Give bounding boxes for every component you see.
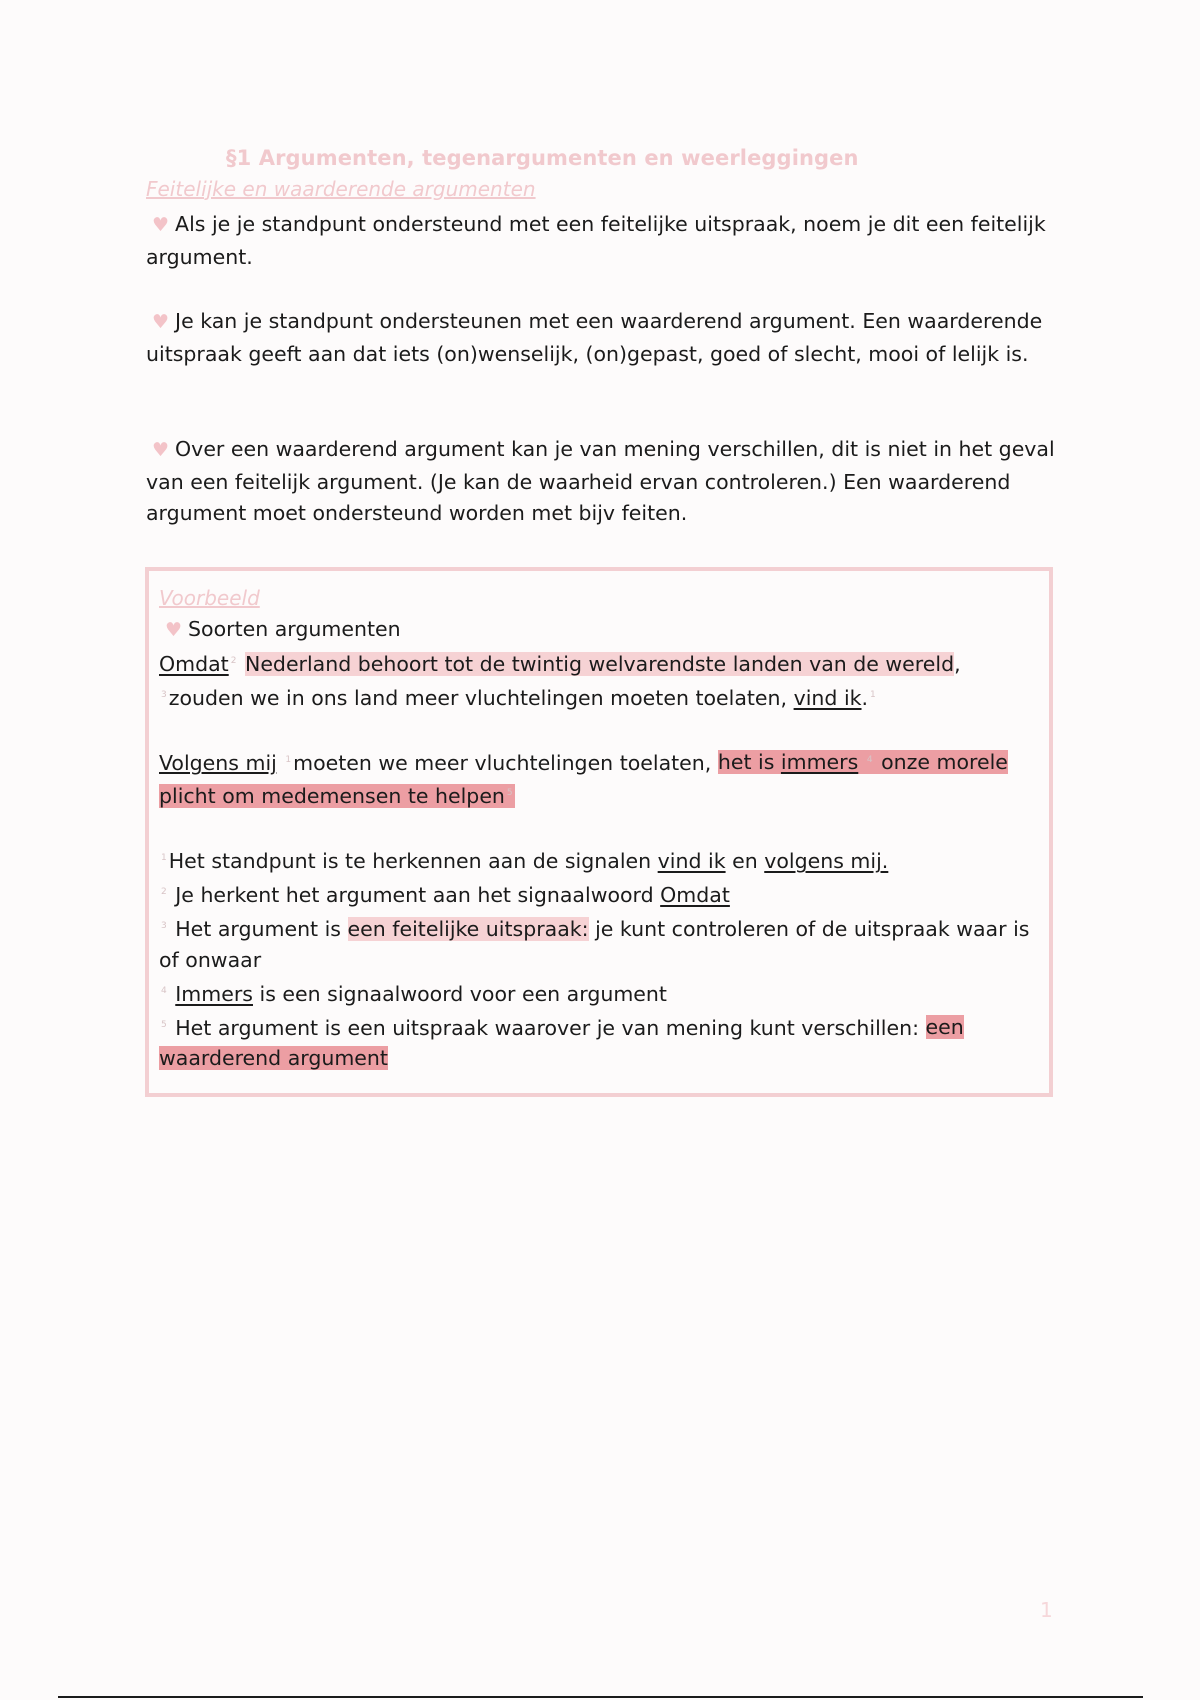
footnote-marker: 2 [230, 656, 237, 666]
note-5 [159, 1010, 1039, 1075]
sentence-2-rest: moeten we meer vluchtelingen toelaten, [293, 750, 712, 775]
bullet-text-1: Als je je standpunt ondersteund met een feitelijke uitspraak, noem je dit een feitelijk argument. [146, 212, 1046, 269]
section-subtitle: Feitelijke en waarderende argumenten [146, 177, 536, 201]
note-3 [159, 911, 1039, 976]
example-box [145, 567, 1053, 1097]
footnote-number: 5 [161, 1019, 167, 1030]
note-3-rest: je kunt controleren of de uitspraak waar is of onwaar [159, 916, 1030, 972]
bullet-paragraph-2 [146, 306, 1076, 370]
highlight-start: het is [717, 750, 775, 775]
note-4-text: is een signaalwoord voor een argument [259, 981, 667, 1006]
signal-word-vind-ik: vind ik [793, 685, 862, 710]
signal-word-volgens-mij: Volgens mij [159, 750, 277, 775]
heart-icon: ♥ [165, 619, 183, 641]
heart-icon: ♥ [152, 439, 170, 461]
note-1-text: Het standpunt is te herkennen aan de signalen [168, 849, 652, 874]
footnote-number: 3 [161, 920, 167, 931]
example-sentence-2 [159, 745, 1039, 813]
footnote-number: 4 [161, 985, 167, 996]
note-4 [159, 976, 1039, 1010]
footnote-number: 2 [161, 887, 167, 898]
note-4-signal: Immers [175, 981, 253, 1006]
note-2-text: Je herkent het argument aan het signaalwoord [175, 882, 654, 907]
footnote-marker: 1 [870, 689, 876, 700]
note-3-highlight: een feitelijke uitspraak: [347, 916, 589, 941]
footnote-marker: 5 [506, 788, 513, 799]
sentence-1-rest: zouden we in ons land meer vluchtelingen moeten toelaten, [168, 685, 788, 710]
note-1 [159, 843, 1039, 877]
note-1-signal-1: vind ik [657, 849, 726, 874]
period: . [861, 685, 869, 710]
comma: , [954, 651, 961, 676]
footnote-number: 1 [161, 853, 167, 864]
footnote-marker: 1 [285, 754, 292, 765]
note-3-text: Het argument is [175, 916, 341, 941]
highlight-end: onze morele plicht om medemensen te helpen [159, 750, 1008, 809]
bullet-text-2: Je kan je standpunt ondersteunen met een waarderend argument. Een waarderende uitspraak geeft aan dat iets (on)wenselijk, (on)gepast, goed of slecht, mooi of lelijk is. [146, 309, 1043, 366]
example-label: Voorbeeld [159, 586, 260, 610]
example-sentence-1 [159, 646, 1039, 714]
bullet-paragraph-1 [146, 209, 1076, 273]
note-2-signal: Omdat [660, 882, 730, 907]
footnote-marker: 3 [161, 689, 167, 700]
example-bullet-line [159, 614, 1039, 646]
section-title: §1 Argumenten, tegenargumenten en weerleggingen [226, 146, 859, 170]
bullet-paragraph-3 [146, 434, 1076, 530]
bullet-text-3: Over een waarderend argument kan je van mening verschillen, dit is niet in het geval van een feitelijk argument. (Je kan de waarheid ervan controleren.) Een waarderend argument moet ondersteund worden met bijv feiten. [146, 437, 1055, 525]
signal-word-immers: immers [780, 750, 859, 775]
blank-line [159, 714, 1039, 745]
note-1-signal-2: volgens mij. [764, 849, 889, 874]
blank-line [159, 812, 1039, 843]
example-bullet-text: Soorten argumenten [188, 617, 401, 641]
heart-icon: ♥ [152, 214, 170, 236]
page-number: 1 [1040, 1598, 1053, 1622]
signal-word-omdat: Omdat [159, 651, 229, 676]
example-content [159, 583, 1039, 1074]
heart-icon: ♥ [152, 311, 170, 333]
note-5-text: Het argument is een uitspraak waarover je van mening kunt verschillen: [175, 1015, 920, 1040]
bottom-divider [58, 1696, 1143, 1698]
note-5-highlight: een waarderend argument [159, 1015, 964, 1071]
highlight-feitelijk-argument: Nederland behoort tot de twintig welvarendste landen van de wereld [244, 651, 955, 676]
note-2 [159, 877, 1039, 911]
footnote-marker: 4 [866, 754, 873, 765]
note-1-and: en [732, 849, 758, 874]
